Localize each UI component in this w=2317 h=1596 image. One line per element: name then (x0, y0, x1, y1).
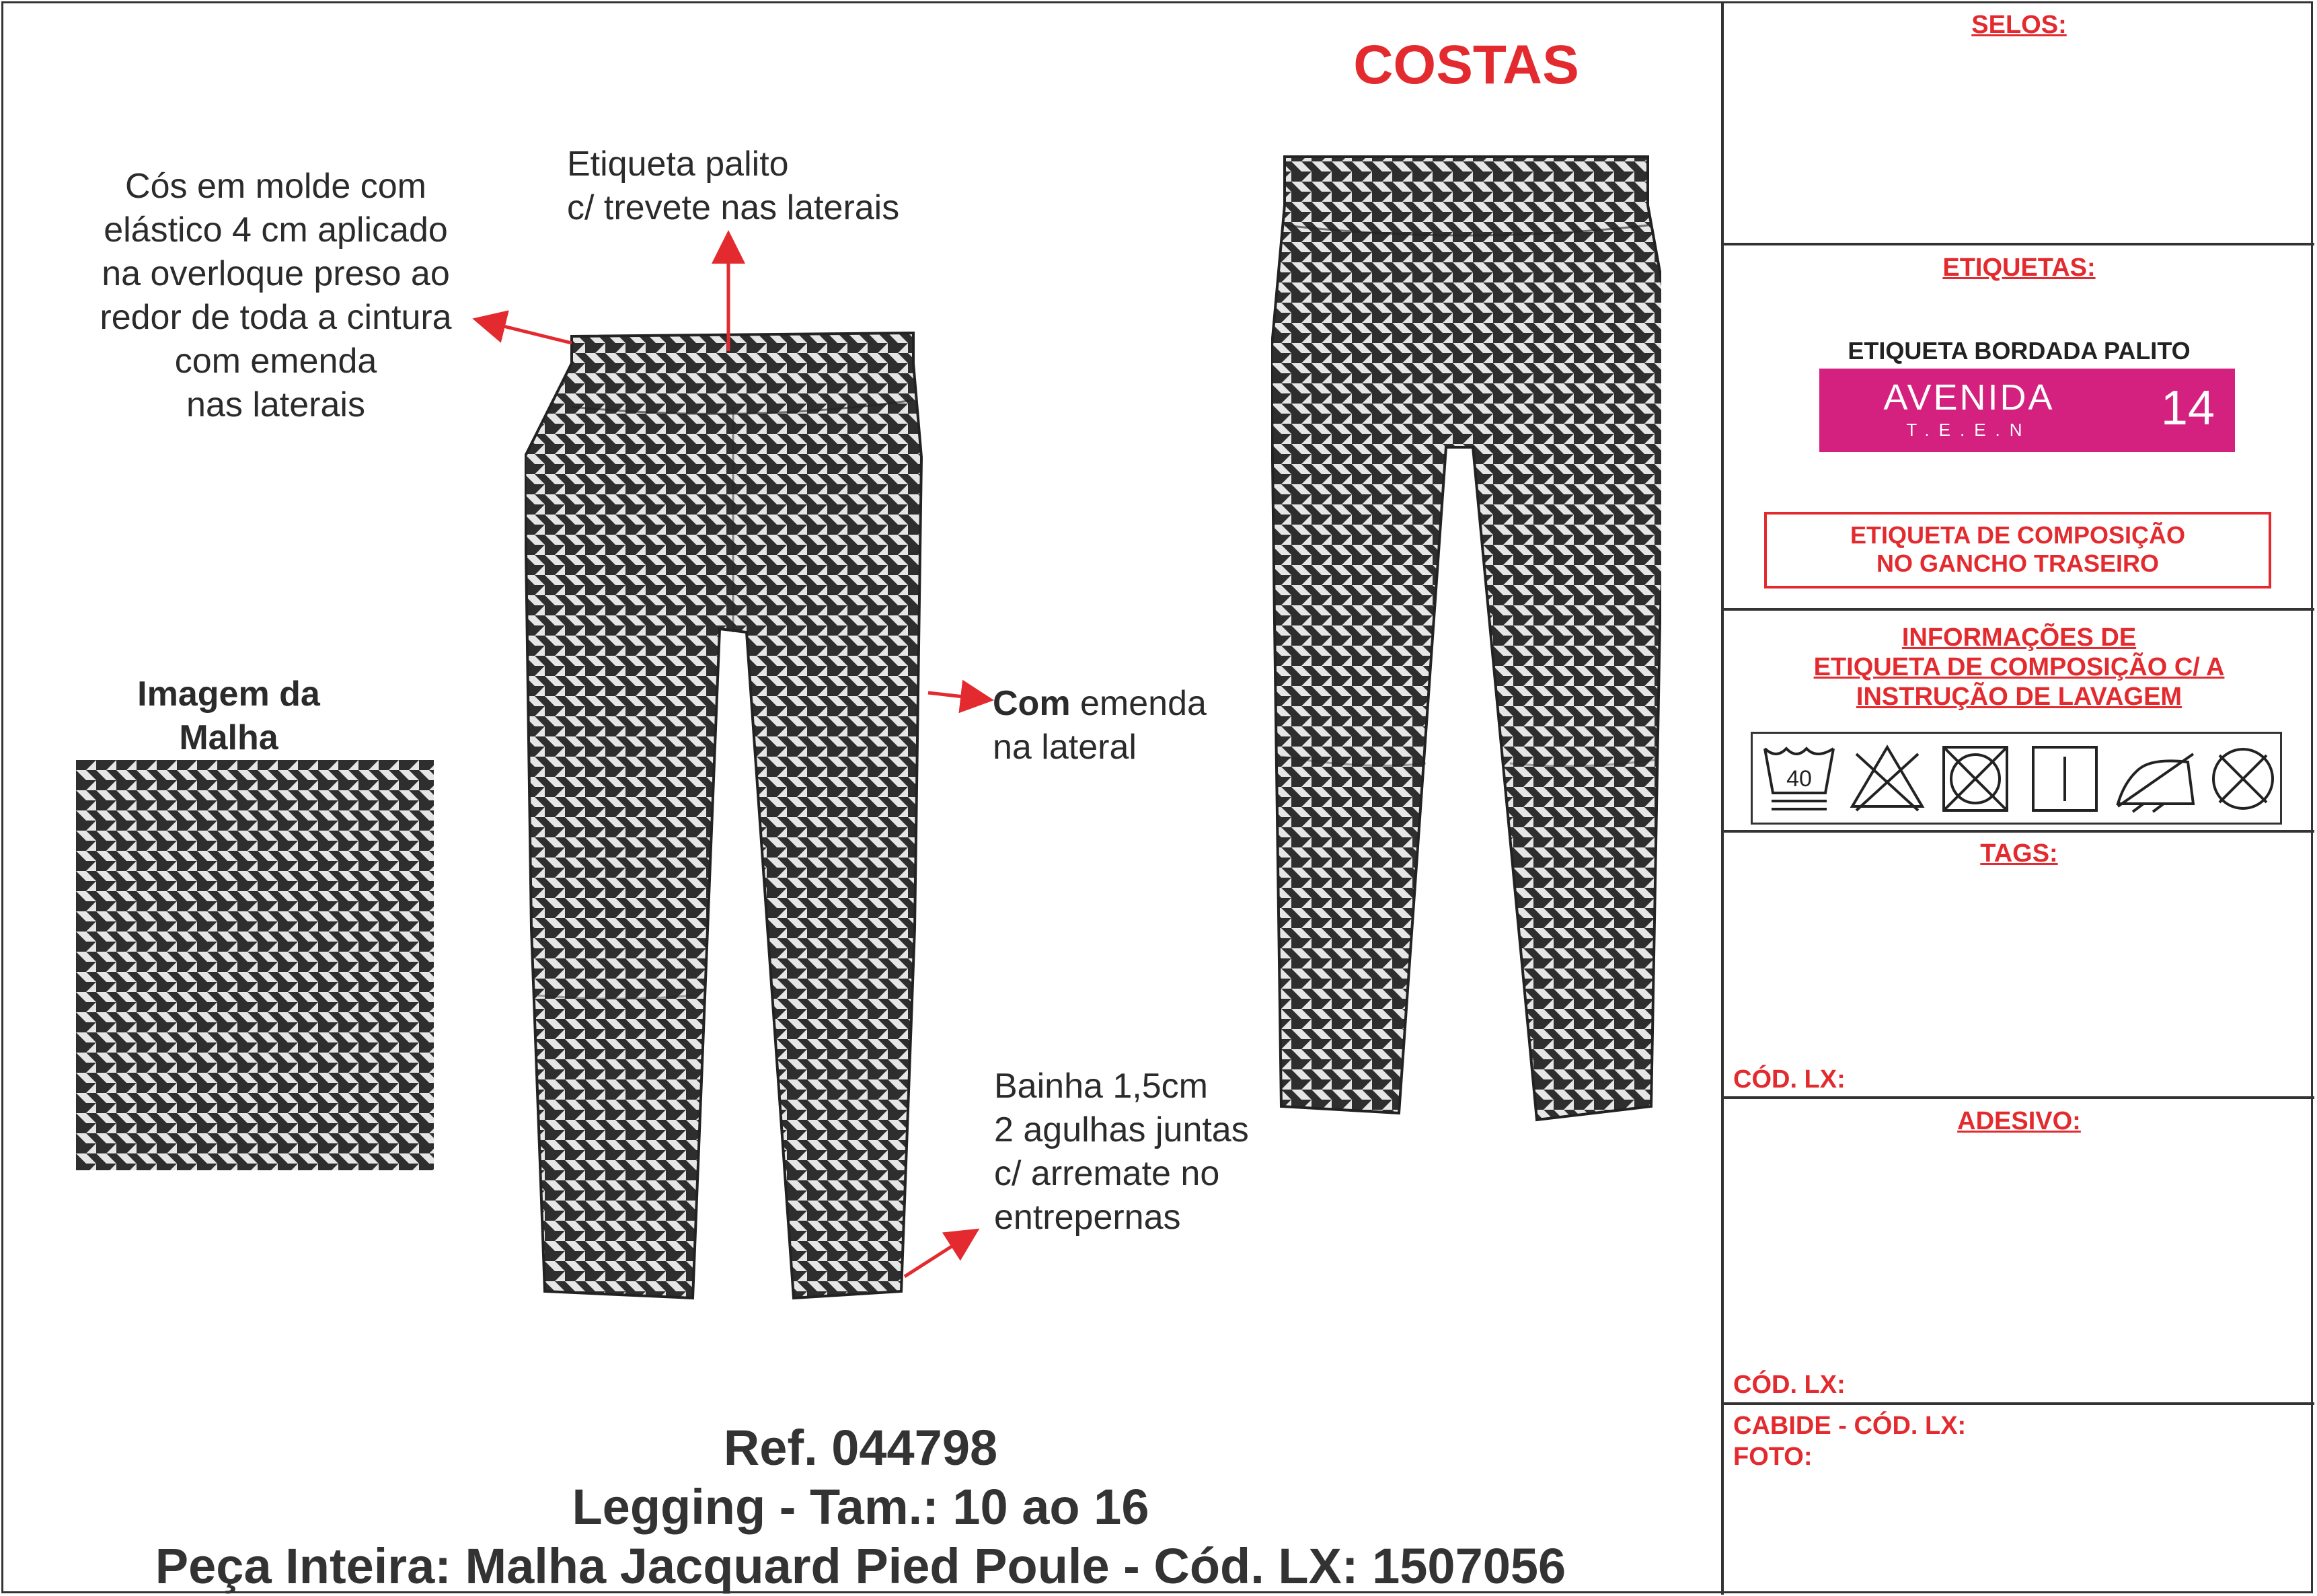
brand-label (1819, 369, 2235, 452)
tags-cod-lx: CÓD. LX: (1733, 1065, 1846, 1094)
side-seam-note-line: na lateral (993, 728, 1137, 767)
wash-40-icon (1759, 739, 1839, 819)
composition-label-box (1764, 512, 2271, 588)
cabide-cod-lx: CABIDE - CÓD. LX: (1733, 1412, 1967, 1440)
section-cabide (1724, 1405, 2314, 1593)
back-view-heading: COSTAS (1353, 34, 1579, 96)
care-info-title (1724, 623, 2314, 712)
composition-box-line: ETIQUETA DE COMPOSIÇÃO (1850, 521, 2186, 549)
wash-temp: 40 (1786, 766, 1812, 792)
section-adesivo (1724, 1099, 2314, 1405)
care-info-title-line: ETIQUETA DE COMPOSIÇÃO C/ A (1813, 653, 2225, 681)
brand-size: 14 (2160, 381, 2215, 435)
no-bleach-icon (1847, 739, 1928, 819)
care-info-title-line: INFORMAÇÕES DE (1901, 623, 2137, 652)
spec-sidebar (1721, 1, 2314, 1595)
waistband-arrow (479, 320, 572, 343)
hem-note-line: 2 agulhas juntas (994, 1110, 1249, 1149)
footer-material: Peça Inteira: Malha Jacquard Pied Poule - Cód. LX: 1507056 (155, 1538, 1566, 1594)
section-care-info (1724, 611, 2314, 833)
no-tumble-dry-icon (1936, 739, 2015, 819)
line-dry-icon (2025, 739, 2104, 819)
side-seam-note-bold: Com (993, 684, 1071, 723)
waistband-note-line: com emenda (174, 342, 377, 381)
section-etiquetas (1724, 245, 2314, 611)
hem-note-line: entrepernas (994, 1198, 1181, 1237)
adesivo-title: ADESIVO: (1957, 1107, 2081, 1135)
adesivo-cod-lx: CÓD. LX: (1733, 1371, 1846, 1399)
label-top-note-line: c/ trevete nas laterais (567, 188, 900, 227)
label-top-note-line: Etiqueta palito (567, 145, 789, 184)
care-info-title-line: INSTRUÇÃO DE LAVAGEM (1856, 683, 2182, 711)
hem-note-line: Bainha 1,5cm (994, 1067, 1208, 1106)
iron-no-steam-icon (2113, 739, 2199, 819)
side-seam-note-text: emenda (1080, 684, 1207, 723)
care-symbols-row (1751, 732, 2282, 825)
footer-product: Legging - Tam.: 10 ao 16 (572, 1479, 1149, 1535)
waistband-note-line: na overloque preso ao (102, 254, 450, 293)
composition-box-line: NO GANCHO TRASEIRO (1876, 549, 2159, 577)
waistband-note-line: nas laterais (186, 385, 365, 424)
selos-title: SELOS: (1971, 11, 2067, 39)
fabric-image-label-line: Imagem da (137, 675, 320, 714)
waistband-note-line: Cós em molde com (125, 167, 426, 206)
foto-label: FOTO: (1733, 1443, 1813, 1471)
tags-title: TAGS: (1980, 839, 2058, 868)
waistband-note-line: elástico 4 cm aplicado (104, 211, 448, 250)
hem-note-line: c/ arremate no (994, 1154, 1220, 1193)
brand-name: AVENIDA (1883, 377, 2055, 418)
no-dry-clean-icon (2203, 739, 2283, 819)
waistband-note-line: redor de toda a cintura (100, 298, 452, 337)
fabric-image-label-line: Malha (179, 718, 278, 757)
footer-ref: Ref. 044798 (723, 1420, 998, 1476)
brand-subtitle: T.E.E.N (1906, 420, 2032, 440)
etiquetas-title: ETIQUETAS: (1942, 254, 2096, 282)
hem-arrow (905, 1232, 974, 1277)
side-seam-arrow (928, 693, 987, 699)
section-selos (1724, 1, 2314, 245)
embroidered-label-caption: ETIQUETA BORDADA PALITO (1848, 337, 2191, 365)
section-tags (1724, 833, 2314, 1099)
